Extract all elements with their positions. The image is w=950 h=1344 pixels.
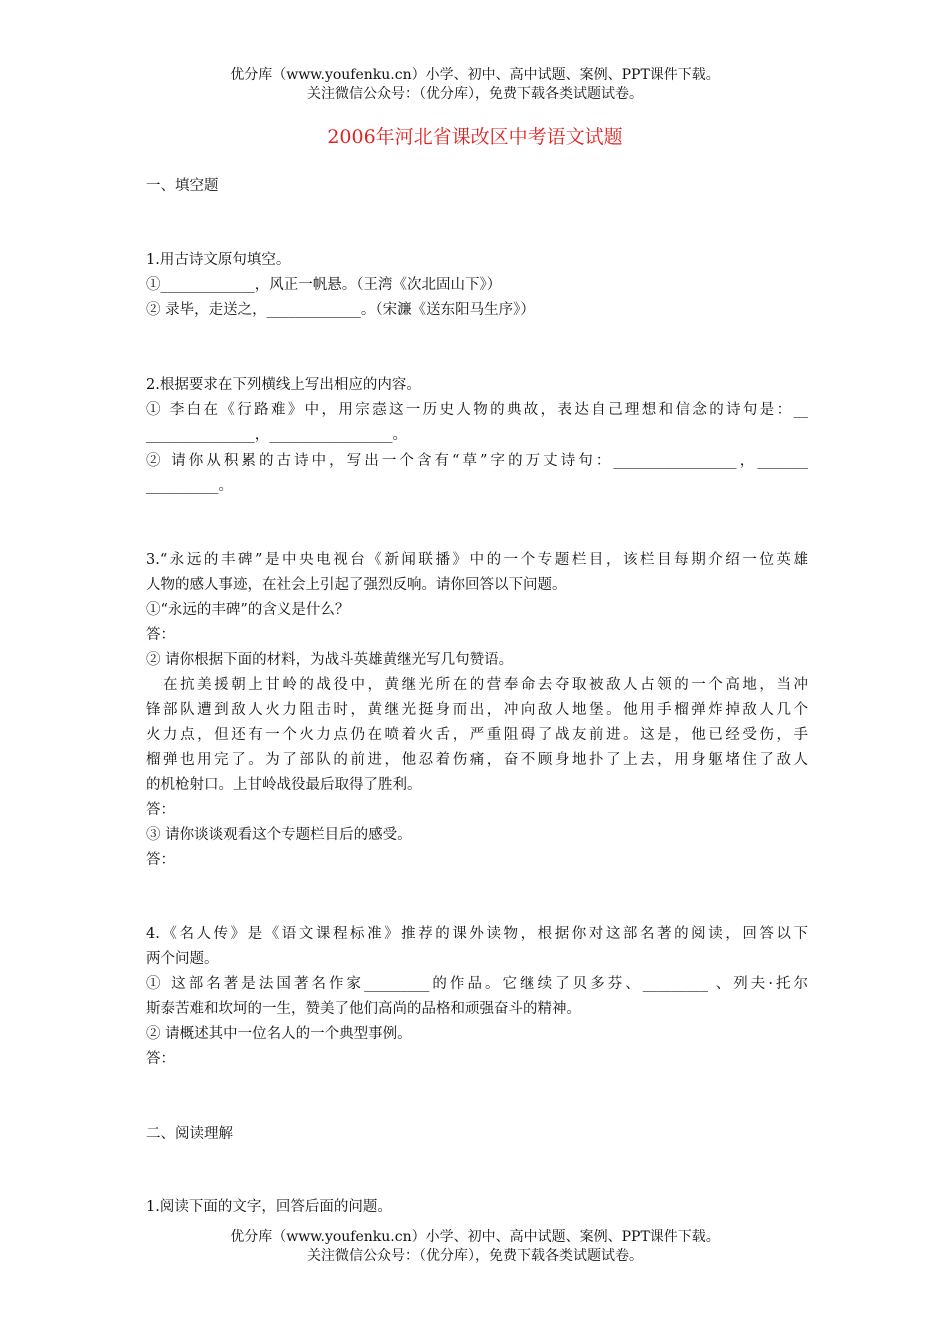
question-1-item-1: ①_____________，风正一帆悬。（王湾《次北固山下》） (146, 277, 502, 293)
question-4-item-1-line-1: ① 这部名著是法国著名作家_________的作品。它继续了贝多芬、_________ 、列夫·托尔 (146, 976, 808, 992)
question-1-item-2: ② 录毕，走送之，_____________。（宋濂《送东阳马生序》） (146, 302, 535, 318)
question-4-line-2: 两个问题。 (146, 951, 219, 967)
question-2-item-1-line-1: ① 李白在《行路难》中，用宗悫这一历史人物的典故，表达自己理想和信念的诗句是：__ (146, 402, 808, 418)
question-3-line-1: 3.“永远的丰碑”是中央电视台《新闻联播》中的一个专题栏目，该栏目每期介绍一位英雄 (146, 552, 808, 568)
question-3-item-1: ①“永远的丰碑”的含义是什么？ (146, 602, 350, 618)
section-heading-fill-in: 一、填空题 (146, 178, 219, 194)
answer-label: 答： (146, 1051, 175, 1067)
question-2: 2.根据要求在下列横线上写出相应的内容。 (146, 377, 421, 393)
question-2-item-1-line-2: _______________，_________________。 (146, 427, 407, 443)
question-4-item-1-line-2: 斯泰苦难和坎坷的一生，赞美了他们高尚的品格和顽强奋斗的精神。 (146, 1001, 581, 1017)
answer-label: 答： (146, 852, 175, 868)
page-title: 2006年河北省课改区中考语文试题 (327, 126, 623, 148)
material-line-4: 榴弹也用完了。为了部队的前进，他忍着伤痛，奋不顾身地扑了上去，用身躯堵住了敌人 (146, 752, 808, 768)
answer-label: 答： (146, 627, 175, 643)
question-2-item-2-line-2: __________。 (146, 478, 233, 494)
page-header (0, 66, 950, 104)
material-line-1: 在抗美援朝上甘岭的战役中，黄继光所在的营奉命去夺取被敌人占领的一个高地，当冲 (146, 677, 808, 693)
answer-label: 答： (146, 802, 175, 818)
header-line-1: 优分库（www.youfenku.cn）小学、初中、高中试题、案例、PPT课件下载。 (230, 67, 720, 83)
reading-question-1: 1.阅读下面的文字，回答后面的问题。 (146, 1199, 392, 1215)
footer-line-2: 关注微信公众号：（优分库），免费下载各类试题试卷。 (307, 1248, 643, 1264)
footer-line-1: 优分库（www.youfenku.cn）小学、初中、高中试题、案例、PPT课件下载。 (230, 1229, 720, 1245)
page-footer (0, 1228, 950, 1266)
material-line-2: 锋部队遭到敌人火力阻击时，黄继光挺身而出，冲向敌人地堡。他用手榴弹炸掉敌人几个 (146, 702, 808, 718)
question-3-line-2: 人物的感人事迹，在社会上引起了强烈反响。请你回答以下问题。 (146, 577, 567, 593)
question-3-item-2: ② 请你根据下面的材料，为战斗英雄黄继光写几句赞语。 (146, 652, 514, 668)
question-4-item-2: ② 请概述其中一位名人的一个典型事例。 (146, 1026, 412, 1042)
material-line-5: 的机枪射口。上甘岭战役最后取得了胜利。 (146, 777, 422, 793)
material-line-3: 火力点，但还有一个火力点仍在喷着火舌，严重阻碍了战友前进。这是，他已经受伤，手 (146, 727, 808, 743)
question-3-item-3: ③ 请你谈谈观看这个专题栏目后的感受。 (146, 827, 412, 843)
question-1: 1.用古诗文原句填空。 (146, 252, 291, 268)
question-4-line-1: 4.《名人传》是《语文课程标准》推荐的课外读物，根据你对这部名著的阅读，回答以下 (146, 926, 808, 942)
question-2-item-2-line-1: ② 请你从积累的古诗中，写出一个含有“草”字的万丈诗句：_________________，_______ (146, 453, 808, 469)
section-heading-reading: 二、阅读理解 (146, 1126, 233, 1142)
header-line-2: 关注微信公众号：（优分库），免费下载各类试题试卷。 (307, 86, 643, 102)
